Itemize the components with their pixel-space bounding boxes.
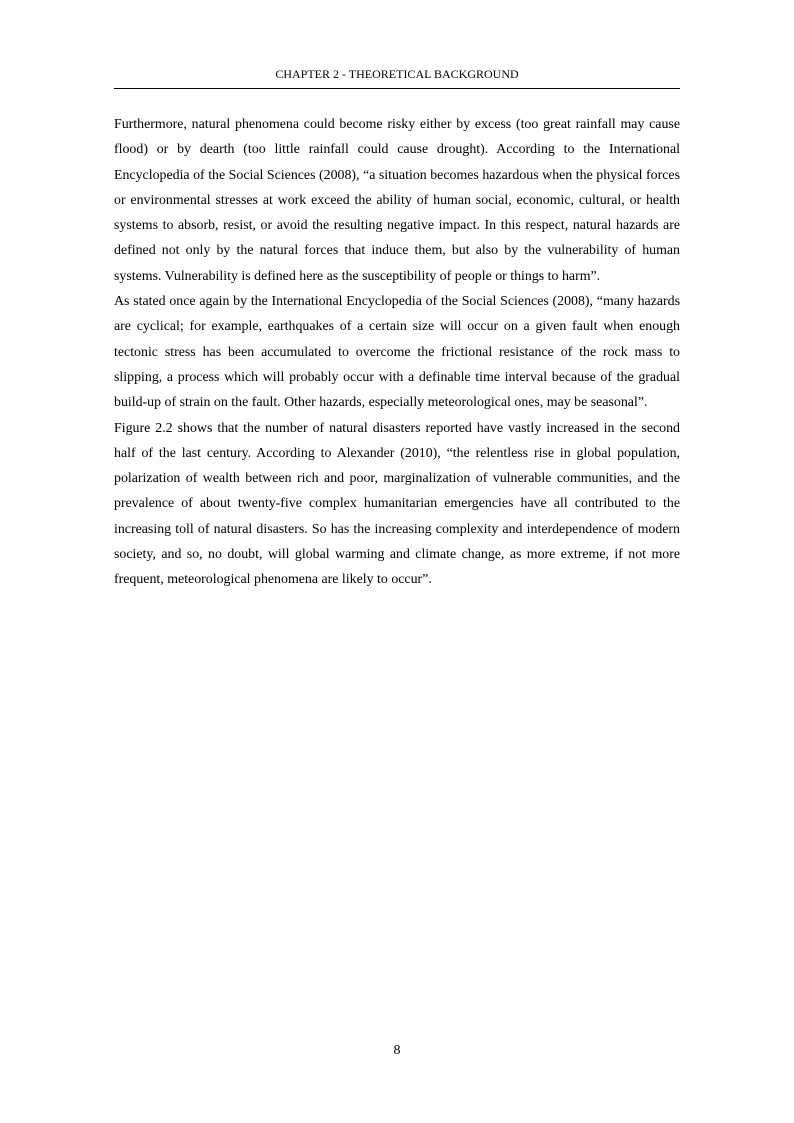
- running-header: CHAPTER 2 - THEORETICAL BACKGROUND: [275, 67, 519, 81]
- paragraph-disaster-increase: Figure 2.2 shows that the number of natural disasters reported have vastly increased in the second half of the last century. According to Alexander (2010), “the relentless rise in global population, polarization of wealth between rich and poor, marginalization of vulnerable communities, and the prevalence of about twenty-five complex humanitarian emergencies have all contributed to the increasing toll of natural disasters. So has the increasing complexity and interdependence of modern society, and so, no doubt, will global warming and climate change, as more extreme, if not more frequent, meteorological phenomena are likely to occur”.: [114, 420, 680, 588]
- header-rule: [114, 88, 680, 89]
- paragraph-natural-phenomena: Furthermore, natural phenomena could become risky either by excess (too great rainfall may cause flood) or by dearth (too little rainfall could cause drought). According to the International Encyclopedia of the Social Sciences (2008), “a situation becomes hazardous when the physical forces or environmental stresses at work exceed the ability of human social, economic, cultural, or health systems to absorb, resist, or avoid the resulting negative impact. In this respect, natural hazards are defined not only by the natural forces that induce them, but also by the vulnerability of human systems. Vulnerability is defined here as the susceptibility of people or things to harm”.: [114, 117, 680, 284]
- paragraph-cyclical-hazards: As stated once again by the International Encyclopedia of the Social Sciences (2008), “many hazards are cyclical; for example, earthquakes of a certain size will occur on a given fault when enough tectonic stress has been accumulated to overcome the frictional resistance of the rock mass to slipping, a process which will probably occur with a definable time interval because of the gradual build-up of strain on the fault. Other hazards, especially meteorological ones, may be seasonal”.: [114, 294, 680, 411]
- body-text: [114, 112, 680, 593]
- page-number: 8: [393, 1043, 401, 1058]
